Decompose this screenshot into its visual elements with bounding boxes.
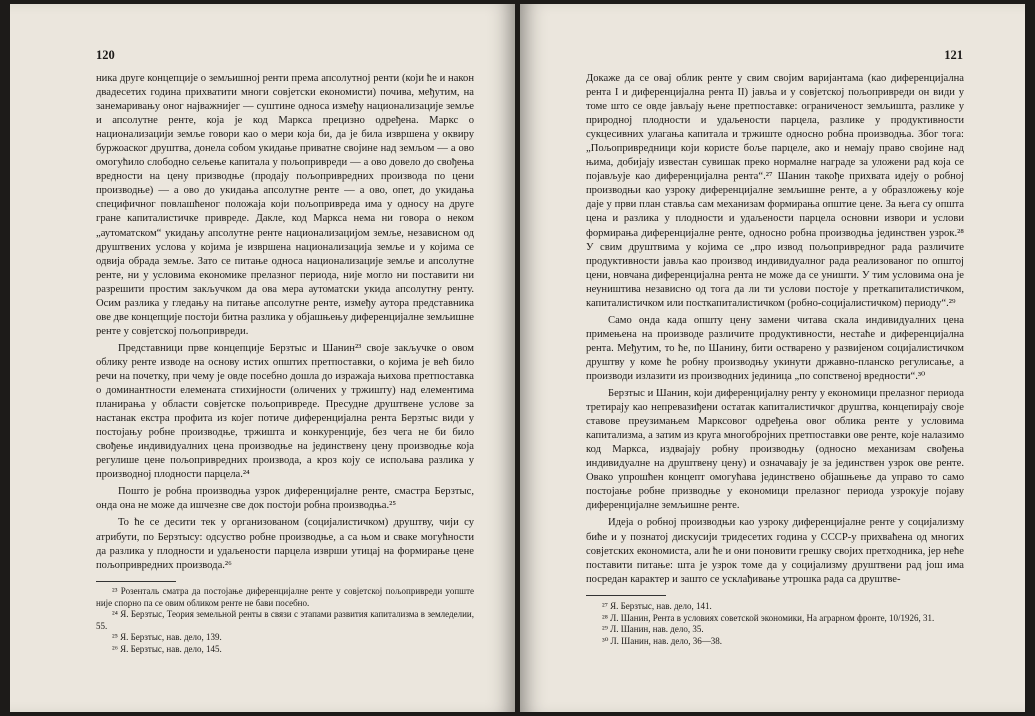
- paragraph: Пошто је робна производња узрок диференцијалне ренте, смастра Берзтыс, онда она не може да ишчезне све док постоји робна производња.²⁵: [96, 486, 474, 512]
- paragraph: Докаже да се овај облик ренте у свим својим варијантама (као диференцијална рента I и диференцијална рента II) јавља и у совјетској пољопривреди он види у томе што се овде јављају њене претпоставке: ограниченост земљишта, разлике у природној плодности и удаљености парцела, разлике у продуктивности сукцесивних улагања капитала и тржиште односно робна производња. Због тога: „Пољопривредници који користе боље парцеле, ако и немају право својине над њима, добијају известан сувишак преко нормалне награде за уложени рад која се појављује као диференцијална рента“.²⁷ Шанин такође прихвата идеју о робној производњи као узроку диференцијалне земљишне ренте, а у образложењу које даје у први план ставља сам механизам формирања општие цене. За њега су општа цена и разлика у плодности и удаљености парцела основни извори и услови формирања диференцијалне ренте, односно робна производња јединствен узрок.²⁸ У свим друштвима у којима се „про извод пољопривредног рада различите продуктивности јавља као производ индивидуалног рада реализованог по општој цени, новчана диференцијална рента не може да се уништи. У тим условима она је неуништива независно од тога да ли ти услови постоје у преткапиталистичком, капиталистичком или посткапиталистичком (робно-социјалистичком) периоду“.²⁹: [586, 73, 964, 309]
- paragraph: ника друге концепције о земљишној ренти према апсолутној ренти (који ће и након двадесетих година прихватити многи совјетски економисти) почива, међутим, на занемаривању оног најважнијег — суштине односа између национализације земље и апсолутне ренте, која је код Маркса прецизно одређена. Маркс о национализацији земље говори као о мери која би, да је била извршена у оквиру буржоаског друштва, донела собом укидање приватне својине над земљом — а ово омогућило слободно сељење капитала у пољопривреди — а ово довело до свођења вредности на цену призводње (продају пољопривредних производа по цени производње) — а ово до укидања апсолутне ренте — а ово, опет, до укидања специфичног повлашћеног положаја који пољопривреда има у односу на друге гране капиталистичке привреде. Дакле, код Маркса нема ни говора о неком „аутоматском“ укидању апсолутне ренте национализацијом земље, независном од друштвених услова у којима је извршена национализација земље и у којима се одвија обрада земље. Зато се питање односа национализације земље и апсолутне ренте, ни у условима економике прелазног периода, није могло ни поставити ни разрешити простим закључком да ова мера аутоматски укида апсолутну ренту. Осим разлика у гледању на питање апсолутне ренте, између аутора представника ове две концепције постоји битна разлика у објашњењу диференцијалне земљишне ренте у совјетској пољопривреди.: [96, 73, 474, 337]
- footnotes: [586, 601, 964, 647]
- footnote: ²³ Розенталь сматра да постојање диференцијалне ренте у совјетској пољопривреди уопште није спорно па се овим обликом ренте не бави посебно.: [96, 586, 474, 608]
- footnote: ²⁵ Я. Берзтыс, нав. дело, 139.: [112, 632, 222, 643]
- paragraph: Идеја о робној производњи као узроку диференцијалне ренте у социјализму биће и у познатој дискусији тридесетих година у СССР-у прихваћена од многих совјетских економиста, али ће и они поновити грешку својих претходника, јер неће поставити питање: шта је узрок томе да у социјализму друштвени рад још има посредан карактер и зашто се усклађивање утрошка рада са друштве-: [586, 517, 964, 585]
- footnotes: [96, 586, 474, 656]
- paragraph: Берзтыс и Шанин, који диференцијалну ренту у економици прелазног периода третирају као непревазиђени остатак капиталистичког друштва, концепирају своје ставове преузимањем Марксовог одређења овог облика ренте у условима капитализма, а затим из круга многобројних претпоставки ове ренте, које налазимо код Маркса, издвајају робну производњу (односно механизам свођења индивидуалне на друштвену цену) и означавају је за јединствен узрок ове ренте. Овако упрошћен концепт омогућава јединствено објашњење да управо то само постојање робне призводње у економици прелазног периода узрокује појаву диференцијалне земљишне ренте.: [586, 388, 964, 512]
- body-text: [96, 72, 474, 573]
- paragraph: Представници прве концепције Берзтыс и Шанин²³ своје закључке о овом облику ренте изводе на основу истих општих претпоставки, о којима је већ било речи на почетку, при чему је овде посебно дошла до изражаја њихова претпоставка о доминантности елемената стихијности (оличених у тржишту) над елементима планирања у области совјетске пољопривреде. Пресудне друштвене услове за настанак екстра профита из којег потиче диференцијална рента Берзтыс види у постојању робне производње, тржишта и конкуренције, без чега не би било свођење индивидуалних цена производње на јединствену цену производње која регулише цене пољопривредних производа, а кроз коју се испољава разлика у производној плодности парцела.²⁴: [96, 342, 474, 481]
- body-text: [586, 72, 964, 587]
- paragraph: Само онда када општу цену замени читава скала индивидуалних цена примењена на производе различите продуктивности, нестаће и диференцијална рента. Међутим, то ће, по Шанину, бити остварено у развијеном социјалистичком друштву у коме ће робну производњу укинути државно-планско регулисање, а производи излазити из производних јединица „по сопственој вредности“.³⁰: [586, 314, 964, 382]
- left-page: [10, 4, 515, 712]
- right-page: [520, 4, 1025, 712]
- footnote: ²⁷ Я. Берзтыс, нав. дело, 141.: [602, 601, 712, 611]
- footnote: ²⁴ Я. Берзтыс, Теория земельной ренты в связи с этапами развития капитализма в земледелии, 55.: [96, 609, 474, 631]
- page-number: 121: [944, 48, 963, 62]
- page-number: 120: [96, 48, 115, 62]
- footnote-rule: [586, 595, 666, 596]
- paragraph: То ће се десити тек у организованом (социјалистичком) друштву, чији су атрибути, по Берзтысу: одсуство робне производње, а са њом и сваке могућности да разлика у плодности и удаљености парцела изврши утицај на формирање цене пољопривредних производа.²⁶: [96, 517, 474, 571]
- footnote: ²⁹ Л. Шанин, нав. дело, 35.: [602, 624, 704, 635]
- footnote: ²⁸ Л. Шанин, Рента в условиях советской экономики, На аграрном фронте, 10/1926, 31.: [602, 612, 935, 623]
- footnote: ²⁶ Я. Берзтыс, нав. дело, 145.: [112, 643, 222, 654]
- footnote: ³⁰ Л. Шанин, нав. дело, 36—38.: [602, 635, 723, 646]
- footnote-rule: [96, 581, 176, 582]
